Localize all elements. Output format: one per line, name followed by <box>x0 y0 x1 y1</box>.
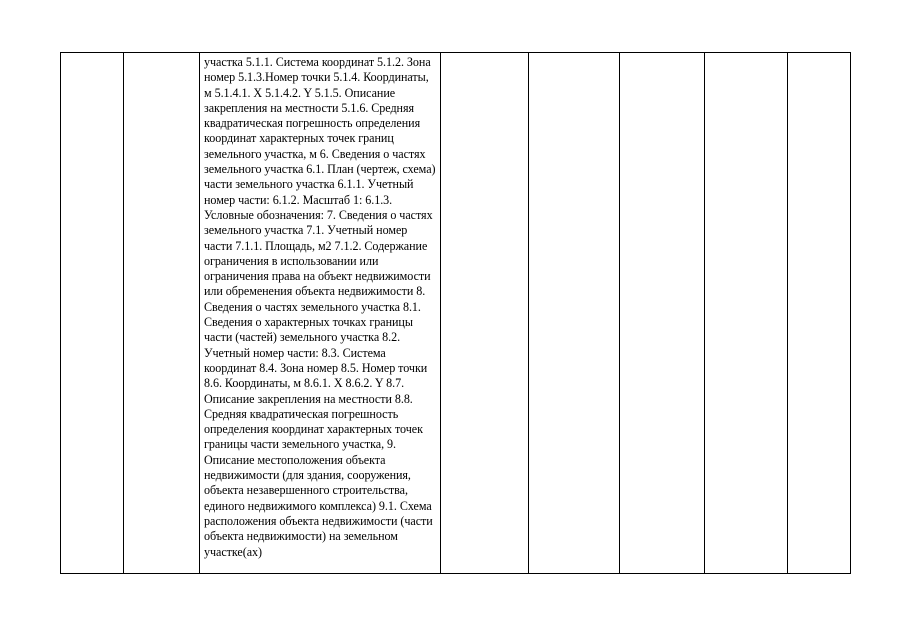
table-cell-col5 <box>529 53 620 574</box>
table-cell-col6 <box>620 53 705 574</box>
table-cell-col1 <box>61 53 124 574</box>
table-cell-col4 <box>441 53 529 574</box>
cell-text-content: участка 5.1.1. Система координат 5.1.2. Зона номер 5.1.3.Номер точки 5.1.4. Координаты, м 5.1.4.1. X 5.1.4.2. Y 5.1.5. Описание закрепления на местности 5.1.6. Средняя квадратическая погрешность определения координат характерных точек границ земельного участка, м 6. Сведения о частях земельного участка 6.1. План (чертеж, схема) части земельного участка 6.1.1. Учетный номер части: 6.1.2. Масштаб 1: 6.1.3. Условные обозначения: 7. Сведения о частях земельного участка 7.1. Учетный номер части 7.1.1. Площадь, м2 7.1.2. Содержание ограничения в использовании или ограничения права на объект недвижимости или обременения объекта недвижимости 8. Сведения о частях земельного участка 8.1. Сведения о характерных точках границы части (частей) земельного участка 8.2. Учетный номер части: 8.3. Система координат 8.4. Зона номер 8.5. Номер точки 8.6. Координаты, м 8.6.1. X 8.6.2. Y 8.7. Описание закрепления на местности 8.8. Средняя квадратическая погрешность определения координат характерных точек границы части земельного участка, 9. Описание местоположения объекта недвижимости (для здания, сооружения, объекта незавершенного строительства, единого недвижимого комплекса) 9.1. Схема расположения объекта недвижимости (части объекта недвижимости) на земельном участке(ах) <box>204 55 436 559</box>
table-cell-col2 <box>124 53 200 574</box>
table-cell-col3 <box>200 53 441 574</box>
table-row <box>61 53 851 574</box>
document-table <box>60 52 851 574</box>
table-cell-col7 <box>705 53 788 574</box>
table-cell-col8 <box>788 53 851 574</box>
